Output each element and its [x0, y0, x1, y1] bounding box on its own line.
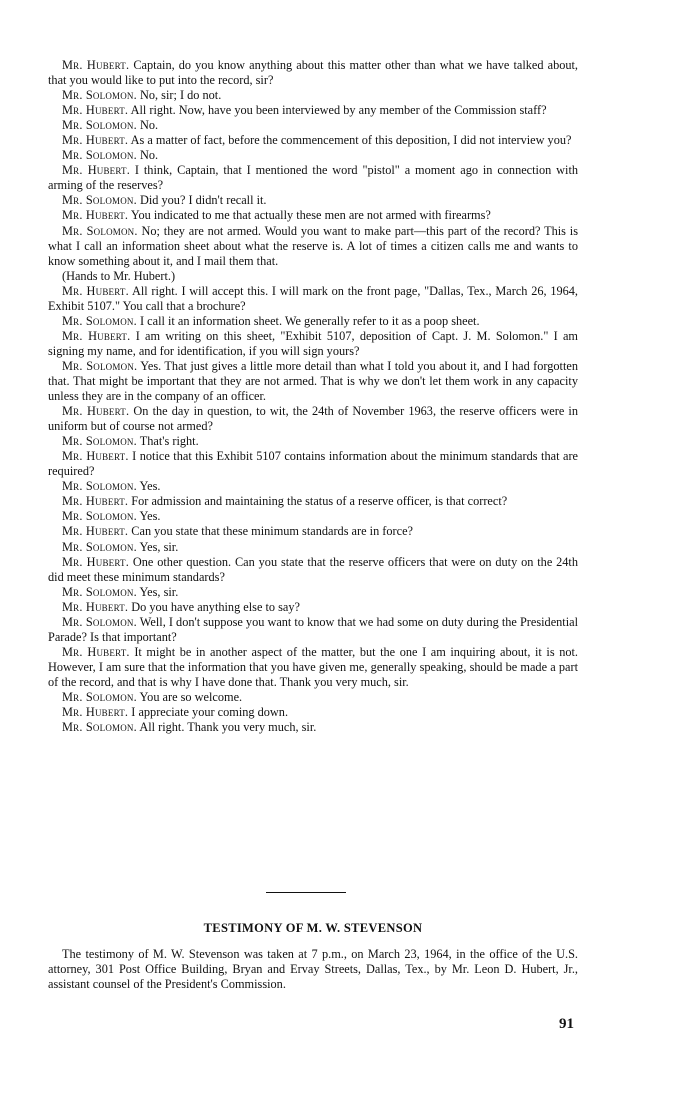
transcript-entry	[48, 88, 578, 103]
speech-text: (Hands to Mr. Hubert.)	[62, 268, 176, 283]
section-heading: TESTIMONY OF M. W. STEVENSON	[203, 921, 423, 935]
speech-text: Can you state that these minimum standards are in force?	[131, 524, 413, 539]
speech-text: Yes. That just gives a little more detail than what I told you about it, and I had forgotten that. That might be important that they are not armed. That is why we don't let them work in any capacity unless they are in the company of an officer.	[48, 358, 578, 404]
transcript-entry	[48, 314, 578, 329]
speaker-label: Mr. Hubert.	[62, 103, 129, 118]
speaker-label: Mr. Solomon.	[62, 88, 137, 103]
speech-text: That's right.	[139, 434, 199, 449]
speech-text: No.	[139, 148, 159, 163]
speech-text: It might be in another aspect of the matter, but the one I am inquiring about, it is not. However, I am sure that the information that you have given me, generally speaking, should be made a part of the record, and that is why I have done that. Thank you very much, sir.	[48, 644, 579, 689]
speaker-label: Mr. Solomon.	[62, 479, 137, 494]
speech-text: Did you? I didn't recall it.	[139, 193, 267, 208]
speech-text: No.	[139, 118, 159, 133]
page-number: 91	[559, 1016, 574, 1032]
speaker-label: Mr. Solomon.	[62, 434, 137, 449]
speaker-label: Mr. Solomon.	[62, 313, 137, 328]
transcript-entry	[48, 329, 578, 359]
speaker-label: Mr. Hubert.	[62, 163, 131, 178]
speaker-label: Mr. Hubert.	[62, 133, 129, 148]
speech-text: I call it an information sheet. We generally refer to it as a poop sheet.	[139, 313, 480, 328]
transcript-entry	[48, 479, 578, 494]
transcript-entry	[48, 224, 578, 269]
speech-text: Yes.	[139, 509, 161, 524]
transcript-entry	[48, 208, 578, 223]
speaker-label: Mr. Solomon.	[62, 358, 138, 373]
speech-text: One other question. Can you state that the reserve officers that were on duty on the 24th did meet these minimum standards?	[48, 554, 579, 584]
speech-text: Yes, sir.	[139, 584, 179, 599]
transcript-entry	[48, 509, 578, 524]
speech-text: Yes.	[139, 479, 161, 494]
transcript-entry	[48, 163, 578, 193]
speech-text: Captain, do you know anything about this matter other than what we have talked about, that you would like to put into the record, sir?	[48, 58, 579, 88]
transcript-entry	[48, 690, 578, 705]
transcript-entry	[48, 600, 578, 615]
speech-text: No, sir; I do not.	[139, 88, 222, 103]
speaker-label: Mr. Solomon.	[62, 223, 138, 238]
speaker-label: Mr. Solomon.	[62, 509, 137, 524]
transcript-entry	[48, 133, 578, 148]
speaker-label: Mr. Hubert.	[62, 58, 130, 72]
transcript-entry	[48, 404, 578, 434]
transcript-entry	[48, 148, 578, 163]
speech-text: All right. I will accept this. I will mark on the front page, "Dallas, Tex., March 26, 1964, Exhibit 5107." You call that a brochure?	[48, 283, 578, 313]
speech-text: All right. Thank you very much, sir.	[139, 720, 317, 735]
speech-text: Do you have anything else to say?	[131, 599, 300, 614]
transcript-entry	[48, 118, 578, 133]
transcript-entry	[48, 269, 578, 284]
speaker-label: Mr. Hubert.	[62, 524, 129, 539]
transcript-entry	[48, 555, 578, 585]
speech-text: I appreciate your coming down.	[131, 705, 289, 720]
speaker-label: Mr. Solomon.	[62, 118, 137, 133]
speech-text: I am writing on this sheet, "Exhibit 5107, deposition of Capt. J. M. Solomon." I am signing my name, and for identification, if you will sign yours?	[48, 328, 579, 358]
speaker-label: Mr. Hubert.	[62, 449, 129, 464]
speaker-label: Mr. Hubert.	[62, 554, 129, 569]
transcript-entry	[48, 103, 578, 118]
speech-text: On the day in question, to wit, the 24th of November 1963, the reserve officers were in uniform but of course not armed?	[48, 404, 578, 434]
transcript-entry	[48, 705, 578, 720]
speech-text: As a matter of fact, before the commencement of this deposition, I did not interview you?	[130, 133, 572, 148]
transcript-entry	[48, 434, 578, 449]
speech-text: All right. Now, have you been interviewed by any member of the Commission staff?	[130, 103, 547, 118]
speaker-label: Mr. Solomon.	[62, 614, 137, 629]
transcript-entry	[48, 585, 578, 600]
transcript-entry	[48, 645, 578, 690]
speaker-label: Mr. Hubert.	[62, 404, 130, 419]
speaker-label: Mr. Solomon.	[62, 539, 137, 554]
speaker-label: Mr. Solomon.	[62, 148, 137, 163]
transcript-entry	[48, 58, 578, 88]
transcript-body	[48, 58, 578, 735]
speaker-label: Mr. Solomon.	[62, 689, 137, 704]
transcript-entry	[48, 540, 578, 555]
transcript-entry	[48, 284, 578, 314]
speaker-label: Mr. Hubert.	[62, 644, 130, 659]
speech-text: Well, I don't suppose you want to know that we had some on duty during the Presidential Parade? Is that important?	[48, 614, 579, 644]
section-intro: The testimony of M. W. Stevenson was taken at 7 p.m., on March 23, 1964, in the office of the U.S. attorney, 301 Post Office Building, Bryan and Ervay Streets, Dallas, Tex., by Mr. Leon D. Hubert, Jr., assistant counsel of the President's Commission.	[48, 947, 578, 992]
section-divider	[266, 892, 346, 893]
speaker-label: Mr. Hubert.	[62, 705, 129, 720]
speaker-label: Mr. Hubert.	[62, 283, 129, 298]
speech-text: Yes, sir.	[139, 539, 179, 554]
speech-text: For admission and maintaining the status of a reserve officer, is that correct?	[131, 494, 508, 509]
transcript-entry	[48, 193, 578, 208]
speaker-label: Mr. Solomon.	[62, 720, 137, 735]
speaker-label: Mr. Solomon.	[62, 584, 137, 599]
speech-text: You indicated to me that actually these men are not armed with firearms?	[130, 208, 491, 223]
speech-text: You are so welcome.	[139, 689, 243, 704]
speaker-label: Mr. Hubert.	[62, 328, 131, 343]
speech-text: I think, Captain, that I mentioned the word "pistol" a moment ago in connection with arming of the reserves?	[48, 163, 579, 193]
transcript-entry	[48, 494, 578, 509]
speaker-label: Mr. Hubert.	[62, 494, 129, 509]
transcript-entry	[48, 615, 578, 645]
transcript-entry	[48, 449, 578, 479]
speech-text: No; they are not armed. Would you want to make part—this part of the record? This is what I call an information sheet about what the reserve is. A lot of times a citizen calls me and wants to know something about it, and I mail them that.	[48, 223, 578, 268]
transcript-entry	[48, 720, 578, 735]
speaker-label: Mr. Hubert.	[62, 208, 129, 223]
transcript-entry	[48, 524, 578, 539]
speaker-label: Mr. Hubert.	[62, 599, 129, 614]
speaker-label: Mr. Solomon.	[62, 193, 137, 208]
speech-text: I notice that this Exhibit 5107 contains information about the minimum standards that are required?	[48, 449, 578, 479]
transcript-entry	[48, 359, 578, 404]
